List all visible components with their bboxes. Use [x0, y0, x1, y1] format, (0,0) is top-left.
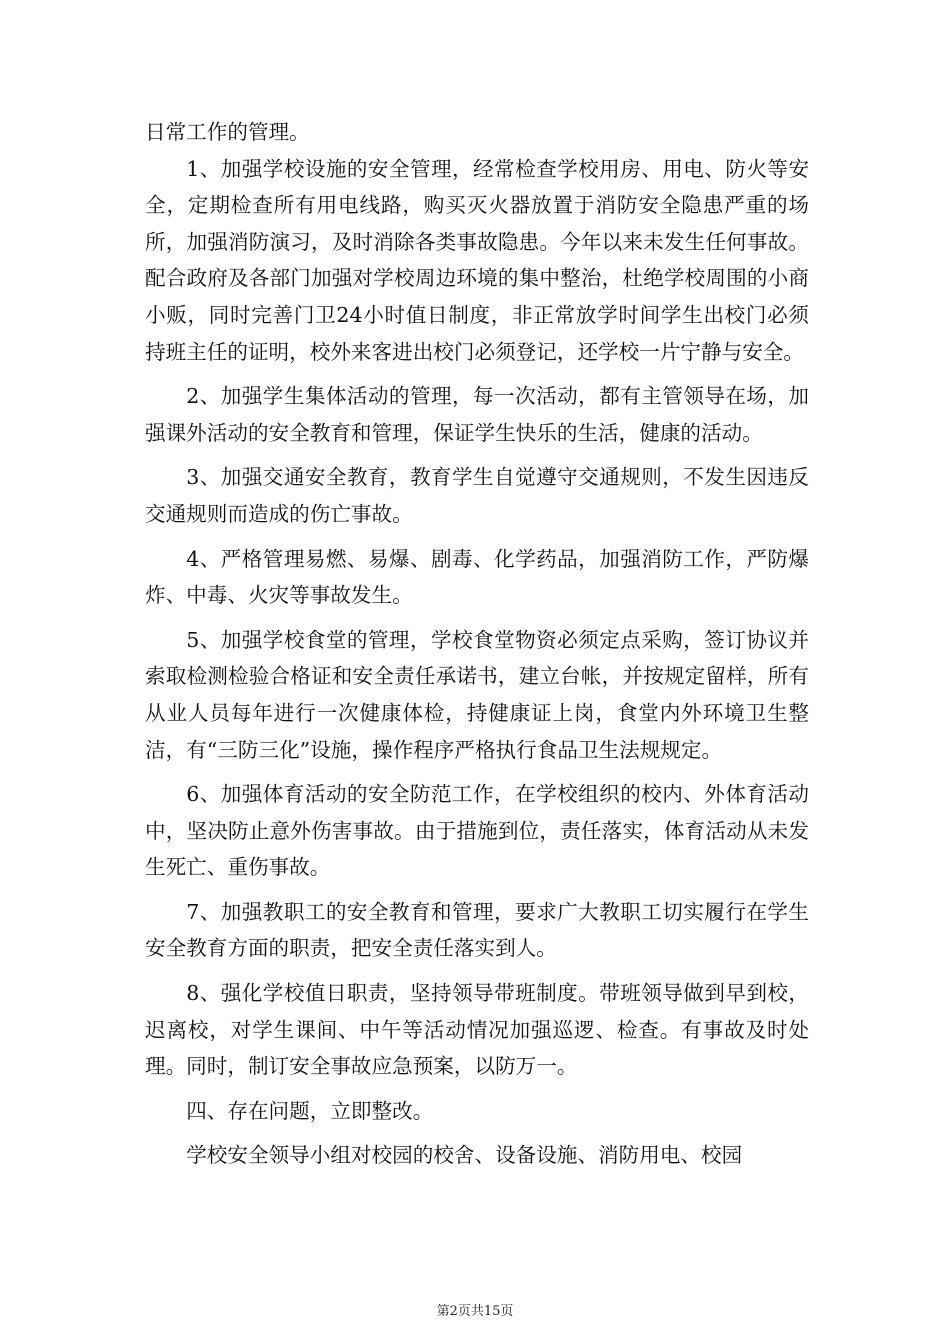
paragraph-item-8: 8、强化学校值日职责，坚持领导带班制度。带班领导做到早到校，迟离校，对学生课间、中午等活动情况加强巡逻、检查。有事故及时处理。同时，制订安全事故应急预案，以防万一。: [145, 981, 809, 1079]
paragraph-item-7: 7、加强教职工的安全教育和管理，要求广大教职工切实履行在学生安全教育方面的职责，把安全责任落实到人。: [145, 899, 809, 961]
paragraph-item-1: 1、加强学校设施的安全管理，经常检查学校用房、用电、防火等安全，定期检查所有用电线路，购买灭火器放置于消防安全隐患严重的场所，加强消防演习，及时消除各类事故隐患。今年以来未发生任何事故。配合政府及各部门加强对学校周边环境的集中整治，杜绝学校周围的小商小贩，同时完善门卫24小时值日制度，非正常放学时间学生出校门必须持班主任的证明，校外来客进出校门必须登记，还学校一片宁静与安全。: [145, 156, 809, 364]
paragraph-item-2: 2、加强学生集体活动的管理，每一次活动，都有主管领导在场，加强课外活动的安全教育和管理，保证学生快乐的生活，健康的活动。: [145, 384, 809, 445]
paragraph-item-3: 3、加强交通安全教育，教育学生自觉遵守交通规则，不发生因违反交通规则而造成的伤亡事故。: [145, 465, 809, 526]
paragraph-item-6: 6、加强体育活动的安全防范工作，在学校组织的校内、外体育活动中，坚决防止意外伤害事故。由于措施到位，责任落实，体育活动从未发生死亡、重伤事故。: [145, 782, 809, 880]
paragraph-safety-group: 学校安全领导小组对校园的校舍、设备设施、消防用电、校园: [186, 1143, 743, 1168]
paragraph-item-4: 4、严格管理易燃、易爆、剧毒、化学药品，加强消防工作，严防爆炸、中毒、火灾等事故发生。: [145, 546, 809, 608]
section-heading-problems: 四、存在问题，立即整改。: [186, 1098, 434, 1123]
document-body: [145, 114, 809, 1174]
paragraph-continuation: 日常工作的管理。: [145, 120, 310, 144]
page-number: 第2页共15页: [436, 1304, 514, 1319]
paragraph-item-5: 5、加强学校食堂的管理，学校食堂物资必须定点采购，签订协议并索取检测检验合格证和安全责任承诺书，建立台帐，并按规定留样，所有从业人员每年进行一次健康体检，持健康证上岗，食堂内外环境卫生整洁，有“三防三化”设施，操作程序严格执行食品卫生法规规定。: [145, 627, 809, 762]
